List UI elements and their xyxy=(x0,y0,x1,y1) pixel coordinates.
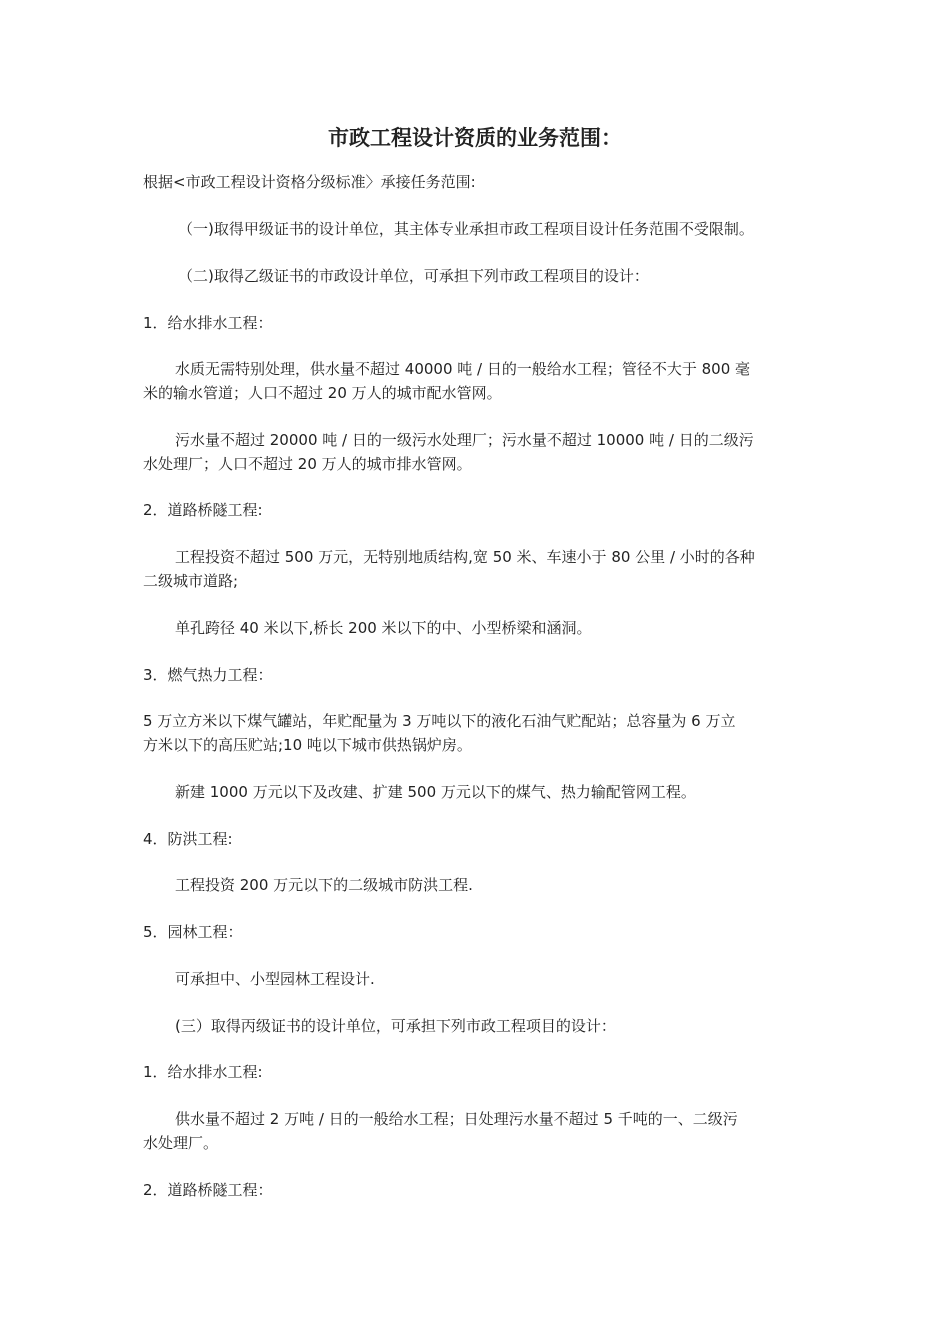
paragraph-line: 二级城市道路; xyxy=(143,572,239,590)
paragraph-line: 方米以下的高压贮站;10 吨以下城市供热锅炉房。 xyxy=(143,736,472,754)
grade-c-paragraph: (三）取得丙级证书的设计单位，可承担下列市政工程项目的设计： xyxy=(175,1017,616,1035)
paragraph-line: 水处理厂；人口不超过 20 万人的城市排水管网。 xyxy=(143,455,472,473)
grade-b-paragraph: （二)取得乙级证书的市政设计单位，可承担下列市政工程项目的设计： xyxy=(178,267,649,285)
section-heading: 4．防洪工程: xyxy=(143,830,233,848)
section-heading: 1．给水排水工程： xyxy=(143,314,273,332)
grade-a-paragraph: （一)取得甲级证书的设计单位，其主体专业承担市政工程项目设计任务范围不受限制。 xyxy=(178,220,754,238)
section-heading: 5．园林工程： xyxy=(143,923,243,941)
section-heading: 2．道路桥隧工程: xyxy=(143,501,263,519)
paragraph-line: 5 万立方米以下煤气罐站，年贮配量为 3 万吨以下的液化石油气贮配站；总容量为 6 万立 xyxy=(143,712,736,730)
document-title: 市政工程设计资质的业务范围： xyxy=(328,126,622,150)
paragraph-line: 新建 1000 万元以下及改建、扩建 500 万元以下的煤气、热力输配管网工程。 xyxy=(175,783,696,801)
paragraph-line: 水处理厂。 xyxy=(143,1134,219,1152)
section-heading: 1．给水排水工程: xyxy=(143,1063,263,1081)
paragraph-line: 单孔跨径 40 米以下,桥长 200 米以下的中、小型桥梁和涵洞。 xyxy=(175,619,592,637)
section-heading: 3．燃气热力工程： xyxy=(143,666,273,684)
intro-text: 根据<市政工程设计资格分级标准〉承接任务范围: xyxy=(143,173,476,191)
paragraph-line: 可承担中、小型园林工程设计. xyxy=(175,970,375,988)
section-heading: 2．道路桥隧工程： xyxy=(143,1181,273,1199)
paragraph-line: 污水量不超过 20000 吨 / 日的一级污水处理厂；污水量不超过 10000 吨 / 日的二级污 xyxy=(175,431,754,449)
paragraph-line: 供水量不超过 2 万吨 / 日的一般给水工程；日处理污水量不超过 5 千吨的一、二级污 xyxy=(175,1110,738,1128)
paragraph-line: 工程投资 200 万元以下的二级城市防洪工程. xyxy=(175,876,473,894)
paragraph-line: 水质无需特别处理，供水量不超过 40000 吨 / 日的一般给水工程；管径不大于 800 毫 xyxy=(175,360,751,378)
paragraph-line: 工程投资不超过 500 万元，无特别地质结构,宽 50 米、车速小于 80 公里 / 小时的各种 xyxy=(175,548,755,566)
paragraph-line: 米的输水管道；人口不超过 20 万人的城市配水管网。 xyxy=(143,384,502,402)
